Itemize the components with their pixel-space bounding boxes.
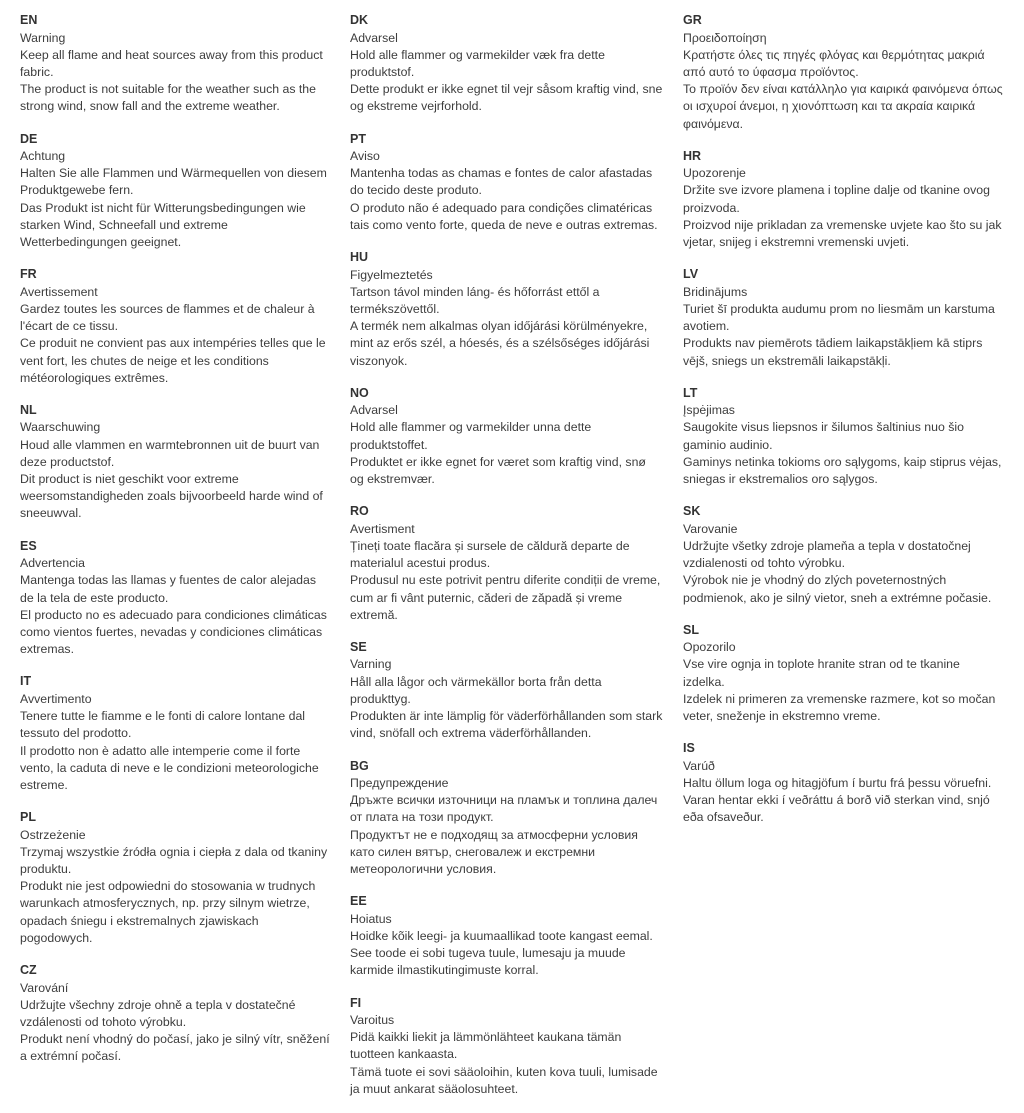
language-code: LV <box>683 267 699 282</box>
language-block-pt <box>350 131 663 235</box>
warning-paragraph: Mantenha todas as chamas e fontes de calor afastadas do tecido deste produto. <box>350 166 653 198</box>
warning-heading: Upozorenje <box>683 166 746 181</box>
warning-heading: Achtung <box>20 149 66 164</box>
warning-heading: Aviso <box>350 149 380 164</box>
warning-column-3 <box>683 12 1003 842</box>
warning-paragraph: Produkten är inte lämplig för väderförhållanden som stark vind, snöfall och extrema väderförhållanden. <box>350 709 663 741</box>
warning-heading: Bridinājums <box>683 284 748 299</box>
warning-paragraph: Udržujte všetky zdroje plameňa a tepla v dostatočnej vzdialenosti od tohto výrobku. <box>683 538 971 571</box>
language-code: EE <box>350 894 367 909</box>
warning-heading: Varování <box>20 980 69 995</box>
language-block-hu <box>350 249 663 370</box>
warning-heading: Figyelmeztetés <box>350 267 433 282</box>
warning-paragraph: Proizvod nije prikladan za vremenske uvjete kao što su jak vjetar, snijeg i ekstremni vremenski uvjeti. <box>683 217 1002 250</box>
warning-paragraph: Țineți toate flacăra și sursele de căldură departe de materialul acestui produs. <box>350 538 630 571</box>
language-code: LT <box>683 385 698 400</box>
language-block-lv <box>683 266 1003 370</box>
language-code: HR <box>683 148 702 163</box>
warning-heading: Waarschuwing <box>20 420 101 435</box>
warning-paragraph: Saugokite visus liepsnos ir šilumos šaltinius nuo šio gaminio audinio. <box>683 420 964 452</box>
warning-paragraph: A termék nem alkalmas olyan időjárási körülményekre, mint az erős szél, a hóesés, és a szélsőséges időjárási viszonyok. <box>350 319 650 368</box>
language-code: RO <box>350 504 369 519</box>
warning-paragraph: Produkts nav piemērots tādiem laikapstākļiem kā stiprs vējš, sniegs un ekstremāli laikapstākļi. <box>683 336 983 368</box>
warning-paragraph: Дръжте всички източници на пламък и топлина далеч от плата на този продукт. <box>350 793 658 825</box>
warning-paragraph: Mantenga todas las llamas y fuentes de calor alejadas de la tela de este producto. <box>20 573 316 605</box>
language-code: BG <box>350 758 369 773</box>
warning-paragraph: Hold alle flammer og varmekilder unna dette produktstoffet. <box>350 420 592 452</box>
warning-paragraph: Hold alle flammer og varmekilder væk fra dette produktstof. <box>350 47 605 79</box>
language-code: DE <box>20 131 38 146</box>
warning-heading: Warning <box>20 30 66 45</box>
language-block-dk <box>350 12 663 116</box>
language-code: SK <box>683 504 701 519</box>
language-code: NL <box>20 402 37 417</box>
warning-paragraph: Pidä kaikki liekit ja lämmönlähteet kaukana tämän tuotteen kankaasta. <box>350 1030 622 1062</box>
warning-paragraph: Håll alla lågor och värmekällor borta från detta produkttyg. <box>350 674 602 706</box>
warning-paragraph: Dette produkt er ikke egnet til vejr såsom kraftig vind, sne og ekstreme vejrforhold. <box>350 82 663 114</box>
language-block-no <box>350 385 663 489</box>
warning-paragraph: O produto não é adequado para condições climatéricas tais como vento forte, queda de neve e outras extremas. <box>350 200 658 232</box>
warning-paragraph: Το προϊόν δεν είναι κατάλληλο για καιρικά φαινόμενα όπως οι ισχυροί άνεμοι, η χιονόπτωση και τα ακραία καιρικά φαινόμενα. <box>683 82 1003 131</box>
language-block-en <box>20 12 330 116</box>
language-code: PL <box>20 810 36 825</box>
warning-heading: Varovanie <box>683 521 738 536</box>
warning-paragraph: Izdelek ni primeren za vremenske razmere, kot so močan veter, sneženje in ekstremno vreme. <box>683 691 996 724</box>
language-block-ro <box>350 503 663 624</box>
language-code: EN <box>20 13 38 27</box>
language-block-pl <box>20 809 330 947</box>
language-block-bg <box>350 758 663 879</box>
language-block-cz <box>20 962 330 1066</box>
language-block-es <box>20 538 330 659</box>
language-block-it <box>20 673 330 794</box>
warning-paragraph: Výrobok nie je vhodný do zlých poveternostných podmienok, ako je silný vietor, sneh a extrémne počasie. <box>683 573 992 605</box>
warning-paragraph: Držite sve izvore plamena i topline dalje od tkanine ovog proizvoda. <box>683 183 990 215</box>
warning-heading: Avertisment <box>350 521 415 536</box>
language-code: SL <box>683 622 699 637</box>
language-code: FI <box>350 995 362 1010</box>
language-code: CZ <box>20 963 37 978</box>
warning-heading: Advertencia <box>20 556 85 571</box>
language-block-fi <box>350 995 663 1099</box>
warning-heading: Varúð <box>683 758 715 773</box>
warning-heading: Ostrzeżenie <box>20 827 86 842</box>
warning-paragraph: Il prodotto non è adatto alle intemperie come il forte vento, la caduta di neve e le condizioni meteorologiche estreme. <box>20 743 319 792</box>
language-code: DK <box>350 13 369 27</box>
warning-paragraph: Tartson távol minden láng- és hőforrást ettől a termékszövettől. <box>350 284 600 316</box>
language-block-nl <box>20 402 330 523</box>
warning-paragraph: Vse vire ognja in toplote hranite stran od te tkanine izdelka. <box>683 657 960 689</box>
warning-heading: Opozorilo <box>683 640 736 655</box>
language-code: SE <box>350 639 367 654</box>
warning-paragraph: Продуктът не е подходящ за атмосферни условия като силен вятър, снеговалеж и екстремни метеорологични условия. <box>350 827 638 877</box>
language-block-fr <box>20 266 330 387</box>
warning-paragraph: Haltu öllum loga og hitagjöfum í burtu frá þessu vöruefni. <box>683 776 992 790</box>
language-code: ES <box>20 538 37 553</box>
warning-heading: Advarsel <box>350 403 398 418</box>
warning-paragraph: Gardez toutes les sources de flammes et de chaleur à l'écart de ce tissu. <box>20 301 315 334</box>
warning-column-2 <box>350 12 663 1113</box>
warning-paragraph: Ce produit ne convient pas aux intempéries telles que le vent fort, les chutes de neige et les conditions météorologiques extrêmes. <box>20 336 326 385</box>
warning-paragraph: El producto no es adecuado para condiciones climáticas como vientos fuertes, nevadas y condiciones climáticas extremas. <box>20 607 327 657</box>
warning-paragraph: Das Produkt ist nicht für Witterungsbedingungen wie starken Wind, Schneefall und extreme Wetterbedingungen geeignet. <box>20 200 306 250</box>
language-code: FR <box>20 267 37 282</box>
warning-paragraph: Varan hentar ekki í veðráttu á borð við sterkan vind, snjó eða ofsaveður. <box>683 793 990 825</box>
warning-paragraph: Keep all flame and heat sources away from this product fabric. <box>20 47 323 79</box>
language-code: IS <box>683 741 695 756</box>
warning-heading: Hoiatus <box>350 911 392 926</box>
language-block-ee <box>350 893 663 979</box>
warning-paragraph: Hoidke kõik leegi- ja kuumaallikad toote kangast eemal. <box>350 928 653 943</box>
warning-paragraph: Gaminys netinka tokioms oro sąlygoms, kaip stiprus vėjas, sniegas ir ekstremalios oro sąlygos. <box>683 454 1002 487</box>
language-block-lt <box>683 385 1003 489</box>
warning-heading: Предупреждение <box>350 776 449 790</box>
language-block-sk <box>683 503 1003 607</box>
warning-paragraph: Trzymaj wszystkie źródła ognia i ciepła z dala od tkaniny produktu. <box>20 844 328 877</box>
language-code: HU <box>350 250 369 265</box>
warning-paragraph: Produkt nie jest odpowiedni do stosowania w trudnych warunkach atmosferycznych, np. przy silnym wietrze, opadach śniegu i ekstremalnych zjawiskach pogodowych. <box>20 879 316 945</box>
warning-heading: Varoitus <box>350 1013 395 1028</box>
language-code: PT <box>350 131 366 146</box>
language-block-hr <box>683 148 1003 252</box>
warning-paragraph: Tämä tuote ei sovi sääoloihin, kuten kova tuuli, lumisade ja muut ankarat sääolosuhteet. <box>350 1064 658 1096</box>
warning-paragraph: See toode ei sobi tugeva tuule, lumesaju ja muude karmide ilmastikutingimuste korral. <box>350 946 626 978</box>
warning-paragraph: Turiet šī produkta audumu prom no liesmām un karstuma avotiem. <box>683 301 995 334</box>
warning-heading: Avvertimento <box>20 691 92 706</box>
warning-paragraph: Houd alle vlammen en warmtebronnen uit de buurt van deze productstof. <box>20 437 320 469</box>
warning-paragraph: Tenere tutte le fiamme e le fonti di calore lontane dal tessuto del prodotto. <box>20 709 306 741</box>
warning-paragraph: Produsul nu este potrivit pentru diferite condiții de vreme, cum ar fi vânt puternic, căderi de zăpadă și vreme extremă. <box>350 573 661 622</box>
warning-paragraph: Produktet er ikke egnet for været som kraftig vind, snø og ekstremvær. <box>350 454 646 487</box>
warning-column-1 <box>20 12 330 1081</box>
warning-heading: Avertissement <box>20 284 98 299</box>
warning-paragraph: Udržujte všechny zdroje ohně a tepla v dostatečné vzdálenosti od tohoto výrobku. <box>20 997 296 1029</box>
warning-paragraph: Produkt není vhodný do počasí, jako je silný vítr, sněžení a extrémní počasí. <box>20 1032 330 1064</box>
warning-heading: Įspėjimas <box>683 403 735 418</box>
language-code: GR <box>683 13 702 27</box>
warning-heading: Advarsel <box>350 30 398 45</box>
warning-paragraph: The product is not suitable for the weather such as the strong wind, snow fall and the extreme weather. <box>20 82 316 114</box>
language-block-sl <box>683 622 1003 726</box>
language-block-de <box>20 131 330 252</box>
language-block-gr <box>683 12 1003 133</box>
language-block-se <box>350 639 663 743</box>
language-code: IT <box>20 674 32 689</box>
warning-paragraph: Halten Sie alle Flammen und Wärmequellen von diesem Produktgewebe fern. <box>20 166 327 198</box>
warning-heading: Προειδοποίηση <box>683 30 767 45</box>
language-code: NO <box>350 385 369 400</box>
warning-paragraph: Dit product is niet geschikt voor extreme weersomstandigheden zoals bijvoorbeeld harde wind of sneeuwval. <box>20 472 323 521</box>
warning-paragraph: Κρατήστε όλες τις πηγές φλόγας και θερμότητας μακριά από αυτό το ύφασμα προϊόντος. <box>683 47 985 79</box>
warning-heading: Varning <box>350 657 392 672</box>
language-block-is <box>683 740 1003 826</box>
